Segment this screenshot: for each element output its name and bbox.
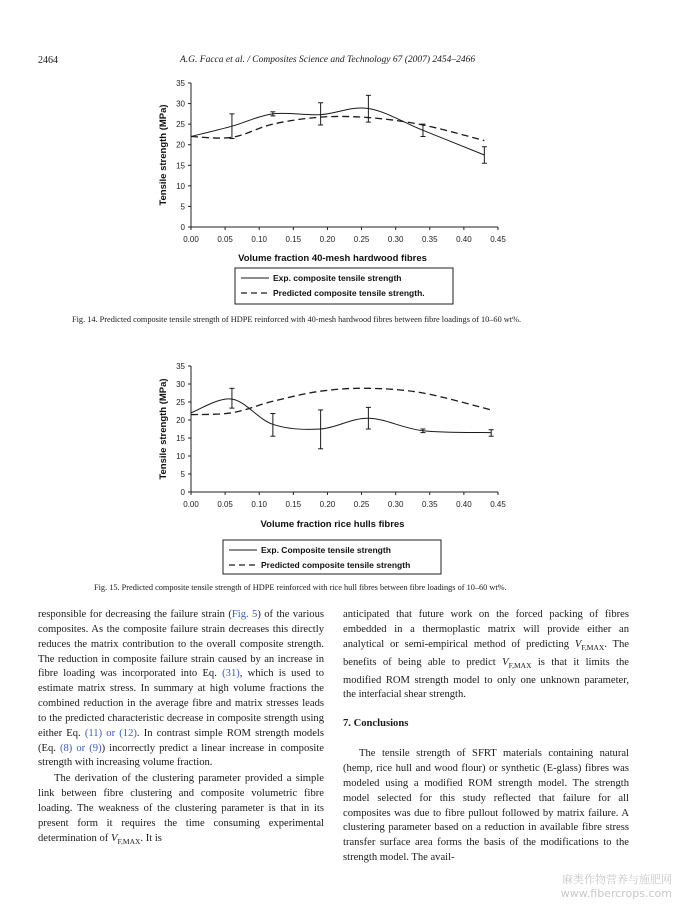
x-tick-label: 0.25 [353,500,370,509]
x-tick-label: 0.40 [456,235,472,244]
y-tick-label: 5 [180,470,185,479]
y-tick-label: 25 [176,398,185,407]
ref-link[interactable]: Fig. 5 [231,609,258,620]
y-tick-label: 30 [176,380,185,389]
y-axis-label: Tensile strength (MPa) [158,104,169,206]
running-title: A.G. Facca et al. / Composites Science and Technology 67 (2007) 2454–2466 [180,55,476,65]
predicted-series-line [191,388,491,414]
x-tick-label: 0.10 [251,500,268,509]
y-tick-label: 35 [176,79,185,88]
y-tick-label: 30 [176,99,185,109]
y-axis-label: Tensile strength (MPa) [158,378,169,480]
x-tick-label: 0.35 [421,235,438,244]
legend-label: Predicted composite tensile strength [261,560,411,570]
x-tick-label: 0.30 [387,500,404,509]
y-tick-label: 10 [176,181,185,191]
x-tick-label: 0.25 [353,235,370,244]
right-column [343,608,629,866]
paragraph: anticipated that future work on the forced packing of fibres embedded in a thermoplastic matrix will provide either an analytical or semi-empirical method of predicting $V_{F,MAX}$. The benefits of being able to predict $V_{F,MAX}$ is that it limits the modified ROM strength model to only one unknown parameter, the interfacial shear strength. [343,609,629,701]
x-tick-label: 0.05 [217,500,233,509]
y-tick-label: 15 [176,161,185,171]
y-tick-label: 0 [180,223,185,232]
y-tick-label: 25 [176,120,185,130]
x-tick-label: 0.40 [456,500,472,509]
y-tick-label: 5 [180,202,185,212]
x-tick-label: 0.45 [490,500,506,509]
y-tick-label: 20 [176,416,185,425]
y-tick-label: 15 [176,434,185,443]
legend-label: Exp. composite tensile strength [273,273,402,283]
figure-15-caption: Fig. 15. Predicted composite tensile strength of HDPE reinforced with rice hull fibres between fibre loadings of 10–60 wt%. [94,583,507,592]
paragraph: The tensile strength of SFRT materials containing natural (hemp, rice hull and wood flour) or synthetic (E-glass) fibres was modeled using a modified ROM strength model. The strength model selected for this study reflected that failure for all composites was due to fibre pullout followed by matrix failure. A clustering parameter based on a reduction in available fibre stress transfer surface area forms the basis of the modifications to the strength model. The avail- [343,748,629,864]
section-heading: 7. Conclusions [343,718,409,730]
x-tick-label: 0.05 [217,235,233,244]
ref-link[interactable]: (8) or (9) [59,742,102,754]
legend-label: Exp. Composite tensile strength [261,545,391,555]
paragraph: responsible for decreasing the failure strain (Fig. 5) of the various composites. As the composite failure strain decreases this directly reduces the matrix contribution to the overall composite strength. The reduction in composite failure strain caused by an increase in fibre loading was incorporated into Eq. (31), which is used to estimate matrix stress. In summary at high volume fractions the combined reduction in the average fibre and matrix stresses leads to the predicted characteristic decrease in composite strength using either Eq. (11) or (12). In contrast simple ROM strength models (Eq. (8) or (9)) incorrectly predict a linear increase in composite strength with increasing volume fraction. [38,609,325,769]
x-tick-label: 0.00 [183,235,199,244]
x-tick-label: 0.15 [285,500,302,509]
x-tick-label: 0.15 [285,235,302,244]
x-tick-label: 0.35 [421,500,438,509]
left-column [38,608,324,850]
y-tick-label: 0 [180,488,185,497]
ref-link[interactable]: (11) or (12) [84,727,137,739]
x-tick-label: 0.20 [319,500,336,509]
experimental-series-line [191,399,491,433]
y-tick-label: 10 [176,452,185,461]
y-tick-label: 20 [176,140,185,150]
figure-14-caption: Fig. 14. Predicted composite tensile strength of HDPE reinforced with 40-mesh hardwood fibres between fibre loadings of 10–60 wt%. [72,315,522,324]
page-number: 2464 [38,55,58,66]
x-tick-label: 0.10 [251,235,268,244]
legend-label: Predicted composite tensile strength. [273,288,425,298]
paragraph: The derivation of the clustering parameter provided a simple link between fibre clustering and composite volumetric fibre loading. The weakness of the clustering parameter is that in its present form it requires the time consuming experimental determination of $V_{F,MAX}$. It is [38,773,324,846]
y-tick-label: 35 [176,362,185,371]
x-tick-label: 0.45 [490,235,506,244]
x-tick-label: 0.30 [387,235,404,244]
ref-link[interactable]: (31) [222,668,240,680]
watermark: 麻类作物营养与施肥网 www.fibercrops.com [560,873,672,900]
x-axis-label: Volume fraction 40-mesh hardwood fibres [238,253,427,264]
x-axis-label: Volume fraction rice hulls fibres [260,519,405,530]
x-tick-label: 0.20 [319,235,336,244]
x-tick-label: 0.00 [183,500,199,509]
